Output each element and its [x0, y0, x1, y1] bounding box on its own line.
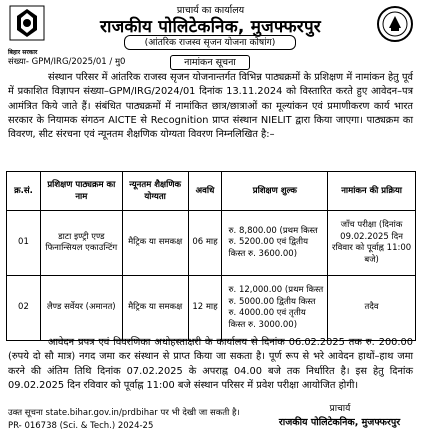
header-sno: क्र.सं.	[7, 172, 41, 211]
row-duration: 12 माह	[188, 276, 222, 341]
office-heading: प्राचार्य का कार्यालय	[176, 5, 245, 16]
row-course: डाटा इण्ट्री एण्ड फिनान्सियल एकाउन्टिंग	[40, 211, 122, 276]
reference-number: संख्या- GPM/IRG/2025/01 / मु0	[8, 57, 126, 67]
header-course: प्रशिक्षण पाठ्यक्रम का नाम	[40, 172, 122, 211]
website-note: उक्त सूचना state.bihar.gov.in/prdbihar पर भी देखी जा सकती है।	[8, 408, 240, 418]
fee-line: किस्त रु. 3000.00)	[228, 319, 298, 330]
table-row	[7, 276, 416, 341]
header-qualification: न्यूनतम शैक्षणिक योग्यता	[122, 172, 188, 211]
fee-line: रु. 4000.00 एवं तृतीय	[228, 308, 306, 318]
row-course: लैण्ड सर्वेयर (अमानत)	[40, 276, 122, 341]
cell-subtitle: (आंतरिक राजस्व सृजन योजना कोषांग)	[124, 35, 296, 50]
emblem-caption: बिहार सरकार	[8, 49, 38, 56]
header-fee: प्रशिक्षण शुल्क	[222, 172, 328, 211]
row-process: जाँच परीक्षा (दिनांक 09.02.2025 दिन रविवार को पूर्वाह्न 11:00 बजे)	[328, 211, 416, 276]
pr-number: PR- 016738 (Sci. & Tech.) 2024-25	[8, 421, 154, 431]
notice-title: नामांकन सूचना	[170, 55, 250, 70]
row-process: तदैव	[328, 276, 416, 341]
course-table	[6, 171, 416, 341]
row-qualification: मैट्रिक या समकक्ष	[122, 276, 188, 341]
fee-line: रु. 8,800.00 (प्रथम किस्त	[228, 225, 318, 236]
row-sno: 02	[7, 276, 41, 341]
closing-paragraph: आवेदन प्रपत्र एवं विवरणिका अधोहस्ताक्षरी के कार्यालय से दिनांक 06.02.2025 तक रु. 200.00 (रुपये दो सौ मात्र) नगद जमा कर संस्थान से प्राप्त किया जा सकता है। पूर्ण रूप से भरे आवेदन हाथों–हाथ जमा करने की अंतिम तिथि दिनांक 07.02.2025 के अपराह्न 04.00 बजे तक निर्धारित है। इस हेतु दिनांक 09.02.2025 दिन रविवार को पूर्वाह्न 11:00 बजे संस्थान परिसर में प्रवेश परीक्षा आयोजित होगी।	[8, 337, 413, 391]
intro-paragraph: संस्थान परिसर में आंतरिक राजस्व सृजन योजनान्तर्गत विभिन्न पाठ्यक्रमों के प्रशिक्षण में नामांकन हेतु पूर्व में प्रकाशित विज्ञापन संख्या–GPM/IRG/2024/01 दिनांक 13.11.2024 को विस्तारित करते हुए आवेदन–पत्र आमंत्रित किये जाते हैं। संबंधित पाठ्यक्रमों में नामांकित छात्र/छात्राओं का मूल्यांकन एवं प्रमाणीकरण कार्य भारत सरकार के नियामक संगठन AICTE से Recognition प्राप्त संस्थान NIELIT द्वारा किया जाएगा। पाठ्यक्रम का विवरण, सीट संरचना एवं न्यूनतम शैक्षणिक योग्यता विवरण निम्नलिखित है:–	[8, 72, 413, 141]
fee-line: किस्त रु. 3600.00)	[228, 248, 298, 259]
row-sno: 01	[7, 211, 41, 276]
fee-line: रु. 5000.00 द्वितीय किस्त	[228, 296, 316, 307]
institute-name: राजकीय पोलिटेकनिक, मुजफ्फरपुर	[100, 17, 321, 37]
fee-line: रु. 12,000.00 (प्रथम किस्त	[228, 285, 324, 295]
signature-institute: राजकीय पोलिटेकनिक, मुजफ्फरपुर	[278, 417, 401, 428]
row-qualification: मैट्रिक या समकक्ष	[122, 211, 188, 276]
header-process: नामांकन की प्रक्रिया	[328, 172, 416, 211]
header-duration: अवधि	[188, 172, 222, 211]
row-fee	[222, 211, 328, 276]
signature-designation: प्राचार्य	[329, 404, 351, 414]
fee-line: रु. 5200.00 एवं द्वितीय	[228, 237, 309, 248]
table-header-row	[7, 172, 416, 211]
row-fee	[222, 276, 328, 341]
row-duration: 06 माह	[188, 211, 222, 276]
table-row	[7, 211, 416, 276]
